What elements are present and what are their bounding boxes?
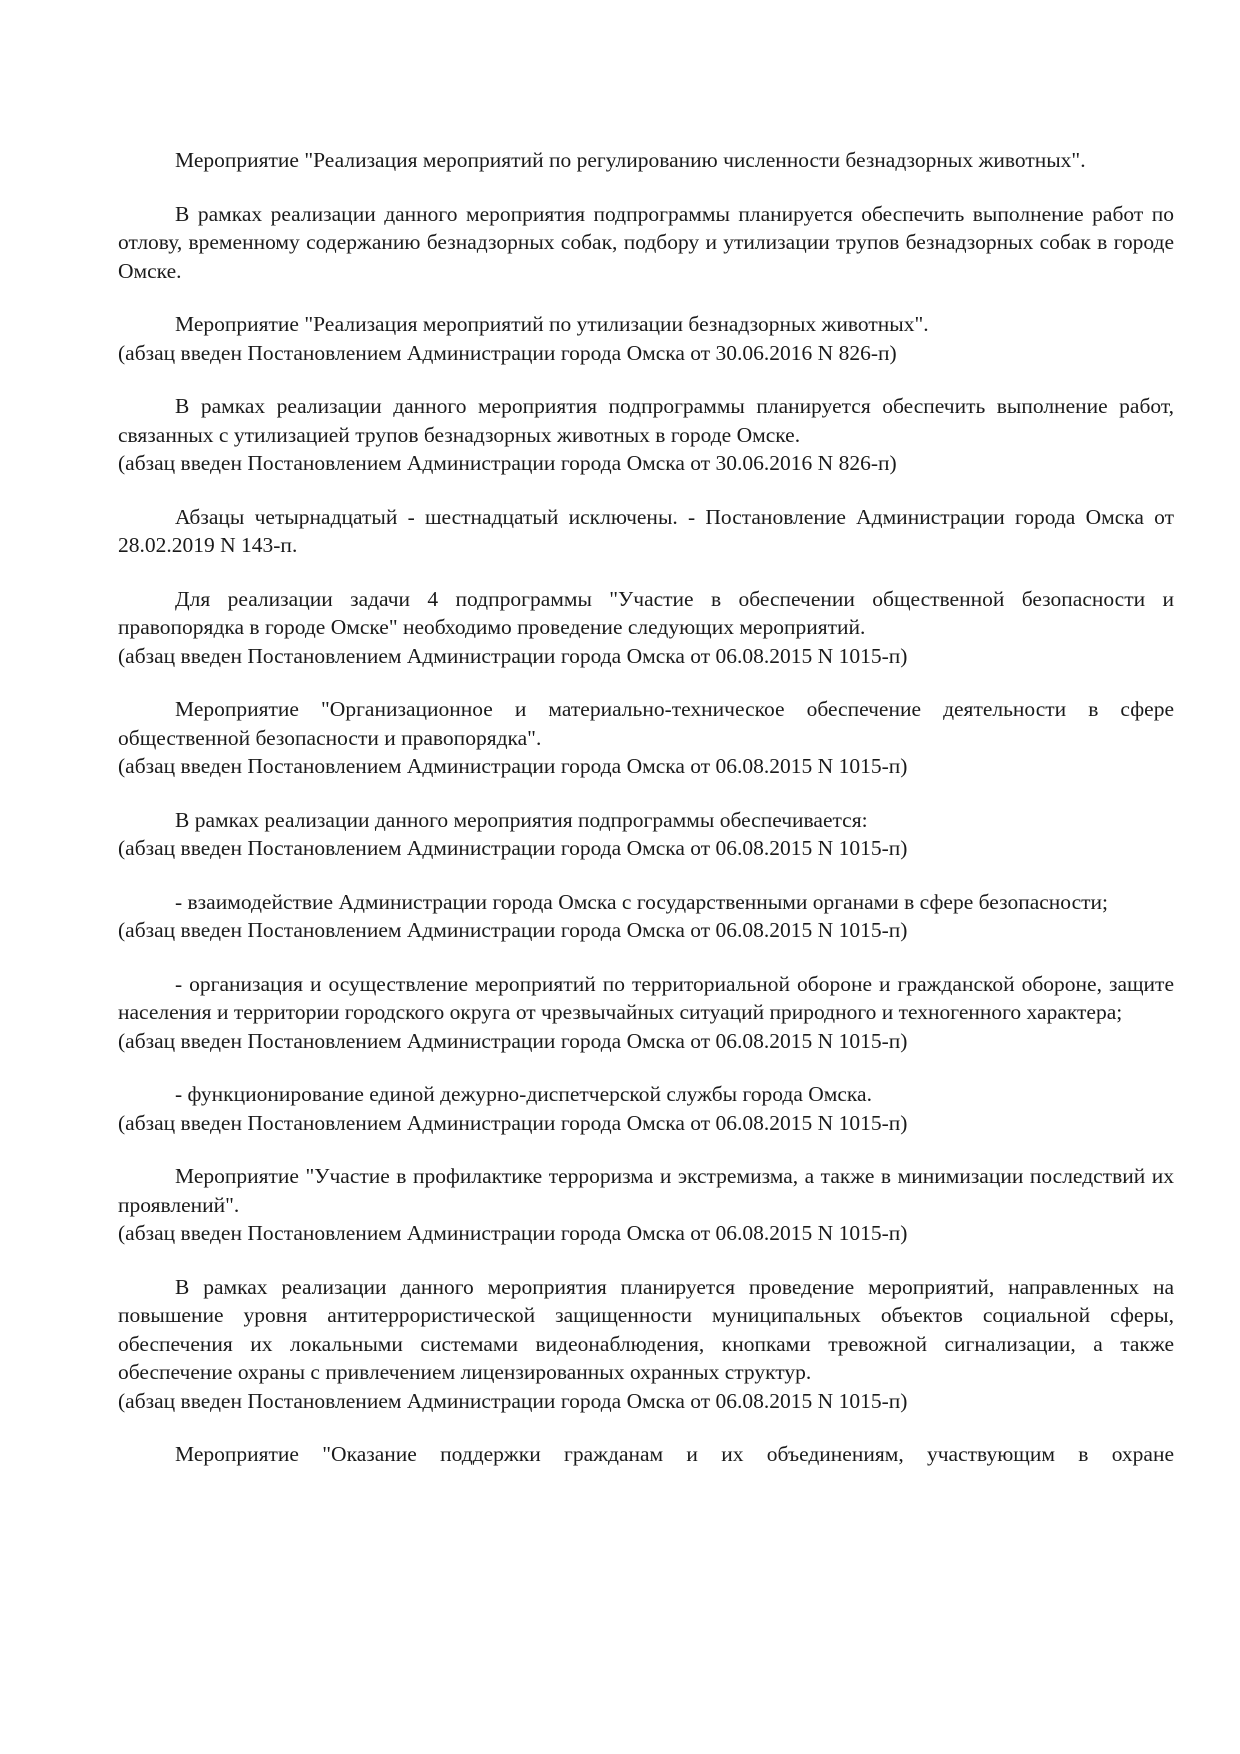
paragraph-block: [118, 585, 1174, 671]
paragraph-text: Для реализации задачи 4 подпрограммы "Участие в обеспечении общественной безопасности и правопорядка в городе Омске" необходимо проведение следующих мероприятий.: [118, 586, 1174, 639]
paragraph-block: [118, 1440, 1174, 1469]
paragraph-text: В рамках реализации данного мероприятия планируется проведение мероприятий, направленных на повышение уровня антитеррористической защищенности муниципальных объектов социальной сферы, обеспечения их локальными системами видеонаблюдения, кнопками тревожной сигнализации, а также обеспечение охраны с привлечением лицензированных охранных структур.: [118, 1274, 1174, 1384]
document-page: [118, 146, 1174, 1494]
paragraph-block: [118, 200, 1174, 286]
paragraph-block: [118, 695, 1174, 781]
paragraph-block: [118, 806, 1174, 863]
paragraph-text: Абзацы четырнадцатый - шестнадцатый исключены. - Постановление Администрации города Омска от 28.02.2019 N 143-п.: [118, 504, 1174, 557]
paragraph-text: Мероприятие "Реализация мероприятий по утилизации безнадзорных животных".: [175, 312, 929, 336]
paragraph-block: [118, 503, 1174, 560]
paragraph-block: [118, 888, 1174, 945]
paragraph-text: - функционирование единой дежурно-диспетчерской службы города Омска.: [175, 1082, 872, 1106]
paragraph-text: - организация и осуществление мероприятий по территориальной обороне и гражданской обороне, защите населения и территории городского округа от чрезвычайных ситуаций природного и техногенного характера;: [118, 971, 1174, 1024]
paragraph-text: Мероприятие "Участие в профилактике терроризма и экстремизма, а также в минимизации последствий их проявлений".: [118, 1164, 1174, 1217]
amendment-note: (абзац введен Постановлением Администрации города Омска от 06.08.2015 N 1015-п): [118, 1388, 908, 1413]
paragraph-text: - взаимодействие Администрации города Омска с государственными органами в сфере безопасности;: [175, 889, 1108, 914]
paragraph-block: [118, 392, 1174, 478]
paragraph-text: Мероприятие "Реализация мероприятий по регулированию численности безнадзорных животных".: [175, 148, 1086, 172]
amendment-note: (абзац введен Постановлением Администрации города Омска от 06.08.2015 N 1015-п): [118, 754, 908, 778]
amendment-note: (абзац введен Постановлением Администрации города Омска от 30.06.2016 N 826-п): [118, 340, 897, 365]
amendment-note: (абзац введен Постановлением Администрации города Омска от 06.08.2015 N 1015-п): [118, 1110, 908, 1135]
paragraph-block: [118, 1273, 1174, 1416]
amendment-note: (абзац введен Постановлением Администрации города Омска от 06.08.2015 N 1015-п): [118, 918, 908, 942]
paragraph-text: В рамках реализации данного мероприятия подпрограммы планируется обеспечить выполнение работ по отлову, временному содержанию безнадзорных собак, подбору и утилизации трупов безнадзорных собак в городе Омске.: [118, 201, 1174, 283]
paragraph-text: Мероприятие "Организационное и материально-техническое обеспечение деятельности в сфере общественной безопасности и правопорядка".: [118, 697, 1174, 750]
paragraph-block: [118, 1080, 1174, 1137]
paragraph-block: [118, 146, 1174, 175]
paragraph-text: В рамках реализации данного мероприятия подпрограммы обеспечивается:: [175, 807, 868, 832]
paragraph-block: [118, 310, 1174, 367]
amendment-note: (абзац введен Постановлением Администрации города Омска от 06.08.2015 N 1015-п): [118, 643, 908, 668]
amendment-note: (абзац введен Постановлением Администрации города Омска от 06.08.2015 N 1015-п): [118, 1028, 908, 1053]
paragraph-text: В рамках реализации данного мероприятия подпрограммы планируется обеспечить выполнение работ, связанных с утилизацией трупов безнадзорных животных в городе Омске.: [118, 394, 1174, 447]
paragraph-text: Мероприятие "Оказание поддержки гражданам и их объединениям, участвующим в охране: [175, 1442, 1174, 1466]
amendment-note: (абзац введен Постановлением Администрации города Омска от 06.08.2015 N 1015-п): [118, 836, 908, 860]
paragraph-block: [118, 1162, 1174, 1248]
paragraph-block: [118, 970, 1174, 1056]
amendment-note: (абзац введен Постановлением Администрации города Омска от 30.06.2016 N 826-п): [118, 451, 897, 475]
amendment-note: (абзац введен Постановлением Администрации города Омска от 06.08.2015 N 1015-п): [118, 1221, 908, 1245]
